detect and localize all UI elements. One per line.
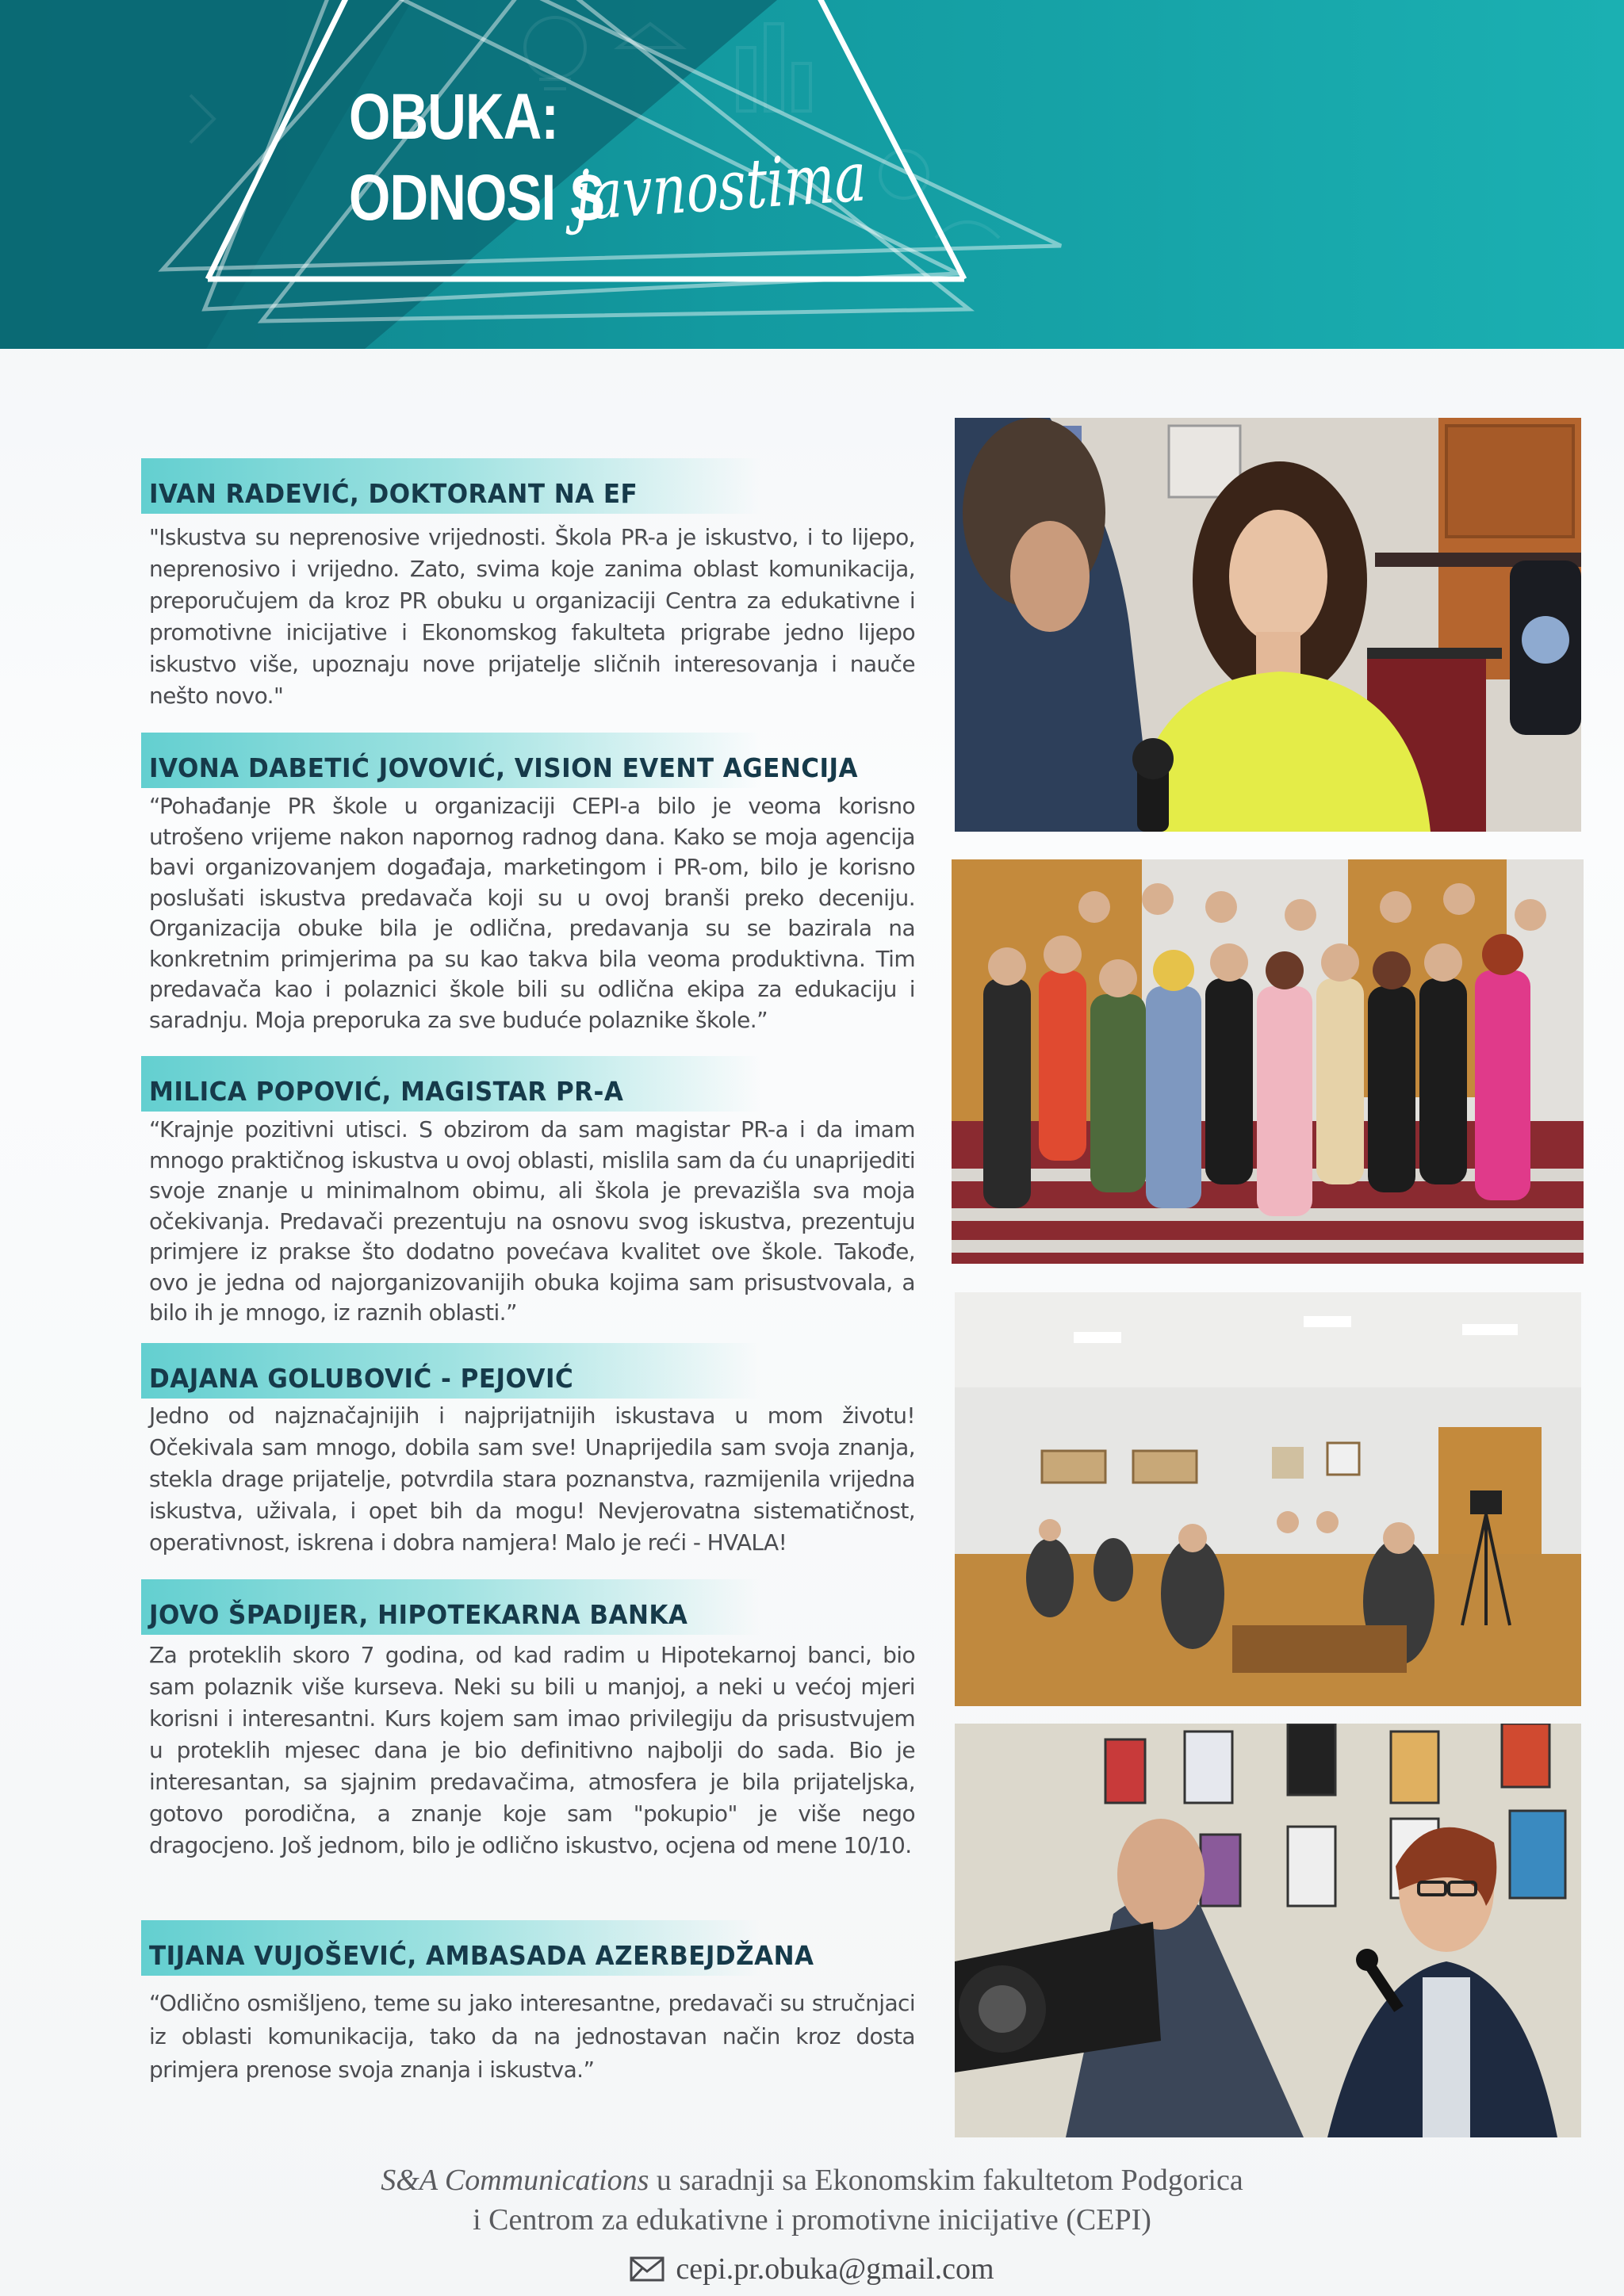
photo-group	[952, 859, 1584, 1264]
testimonial-name: TIJANA VUJOŠEVIĆ, AMBASADA AZERBEJDŽANA	[149, 1940, 814, 1971]
envelope-icon	[630, 2256, 665, 2282]
testimonial-text: “Krajnje pozitivni utisci. S obzirom da sam magistar PR-a i da imam mnogo praktičnog iskustva u ovoj oblasti, mislila sam da ću unaprijediti svoje znanje u minimalnom obimu, ali škola je prevazišla sva moja očekivanja. Predavači prezentuju na osnovu svog iskustva, prezentuju primjere iz prakse što dodatno povećava kvalitet ove škole. Takođe, ovo je jedna od najorganizovanijih obuka kojima sam prisustvovala, a bilo ih je mnogo, iz raznih oblasti.”	[149, 1116, 915, 1326]
footer-email-link[interactable]: cepi.pr.obuka@gmail.com	[676, 2252, 994, 2286]
photo-tv-interview	[955, 1724, 1581, 2137]
footer-line1-text: u saradnji sa Ekonomskim fakultetom Podgorica	[649, 2164, 1243, 2197]
footer-brand: S&A Communications	[381, 2164, 649, 2197]
footer-email-row	[0, 2252, 1624, 2286]
testimonial-ivona	[141, 733, 915, 1035]
photo-interview-woman-yellow	[955, 418, 1581, 832]
page-title-line1: OBUKA:	[349, 81, 559, 153]
testimonial-dajana	[141, 1343, 915, 1559]
testimonial-text: "Iskustva su neprenosive vrijednosti. Škola PR-a je iskustvo, i to lijepo, neprenosivo i vrijedno. Zato, svima koje zanima oblast komunikacija, preporučujem da kroz PR obuku u organizaciji Centra za edukativne i promotivne inicijative i Ekonomskog fakulteta prigrabe jedno lijepo iskustvo više, upoznaju nove prijatelje sličnih interesovanja i nauče nešto novo."	[149, 524, 915, 709]
testimonial-heading	[141, 1920, 915, 1976]
page-title-line2: ODNOSI S	[349, 162, 605, 234]
testimonial-jovo	[141, 1579, 915, 1862]
testimonial-name: MILICA POPOVIĆ, MAGISTAR PR-A	[149, 1076, 624, 1107]
testimonial-text: “Odlično osmišljeno, teme su jako interesantne, predavači su stručnjaci iz oblasti komunikacija, tako da na jednostavan način kroz dosta primjera prenose svoja znanja i iskustva.”	[149, 1990, 915, 2083]
testimonial-name: IVONA DABETIĆ JOVOVIĆ, VISION EVENT AGENCIJA	[149, 752, 858, 783]
testimonial-heading	[141, 1579, 915, 1635]
page-title-script: javnostima	[573, 137, 868, 236]
footer-line1	[0, 2163, 1624, 2198]
testimonial-name: JOVO ŠPADIJER, HIPOTEKARNA BANKA	[149, 1599, 688, 1630]
testimonial-text: Jedno od najznačajnijih i najprijatnijih iskustava u mom životu! Očekivala sam mnogo, dobila sam sve! Unaprijedila sam svoja znanja, stekla drage prijatelje, potvrdila stara poznanstva, razmijenila vrijedna iskustva, uživala, i opet bih da mogu! Nevjerovatna sistematičnost, operativnost, iskrena i dobra namjera! Malo je reći - HVALA!	[149, 1402, 915, 1556]
testimonial-heading	[141, 1343, 915, 1399]
testimonial-name: DAJANA GOLUBOVIĆ - PEJOVIĆ	[149, 1363, 574, 1394]
testimonial-text: Za proteklih skoro 7 godina, od kad radim u Hipotekarnoj banci, bio sam polaznik više kurseva. Neki su bili u manjoj, a neki u većoj mjeri korisni i interesantni. Kurs kojem sam imao privilegiju da prisustvujem u proteklih mjesec dana je bio definitivno najbolji do sada. Bio je interesantan, sa sjajnim predavačima, atmosfera je bila prijateljska, gotovo porodična, a znanje koje sam "pokupio" je više nego dragocjeno. Još jednom, bilo je odlično iskustvo, ocjena od mene 10/10.	[149, 1642, 915, 1858]
testimonial-name: IVAN RADEVIĆ, DOKTORANT NA EF	[149, 478, 638, 509]
testimonial-text: “Pohađanje PR škole u organizaciji CEPI-a bilo je veoma korisno utrošeno vrijeme nakon napornog radnog dana. Kako se moja agencija bavi organizovanjem događaja, marketingom i PR-om, bilo je korisno poslušati iskustva predavača koji su u ovoj branši preko deceniju. Organizacija obuke bila je odlična, predavanja su se bazirala na konkretnim primjerima pa su kao takva bila veoma produktivna. Tim predavača kao i polaznici škole bili su odlična ekipa za edukaciju i saradnju. Moja preporuka za sve buduće polaznike škole.”	[149, 793, 915, 1033]
testimonial-heading	[141, 458, 915, 514]
testimonial-heading	[141, 1056, 915, 1112]
testimonial-milica	[141, 1056, 915, 1329]
testimonial-heading	[141, 733, 915, 788]
photo-classroom	[955, 1292, 1581, 1706]
header-banner	[0, 0, 1624, 349]
footer-line2: i Centrom za edukativne i promotivne inicijative (CEPI)	[473, 2203, 1151, 2237]
testimonial-ivan	[141, 458, 915, 712]
testimonial-tijana	[141, 1920, 915, 2087]
